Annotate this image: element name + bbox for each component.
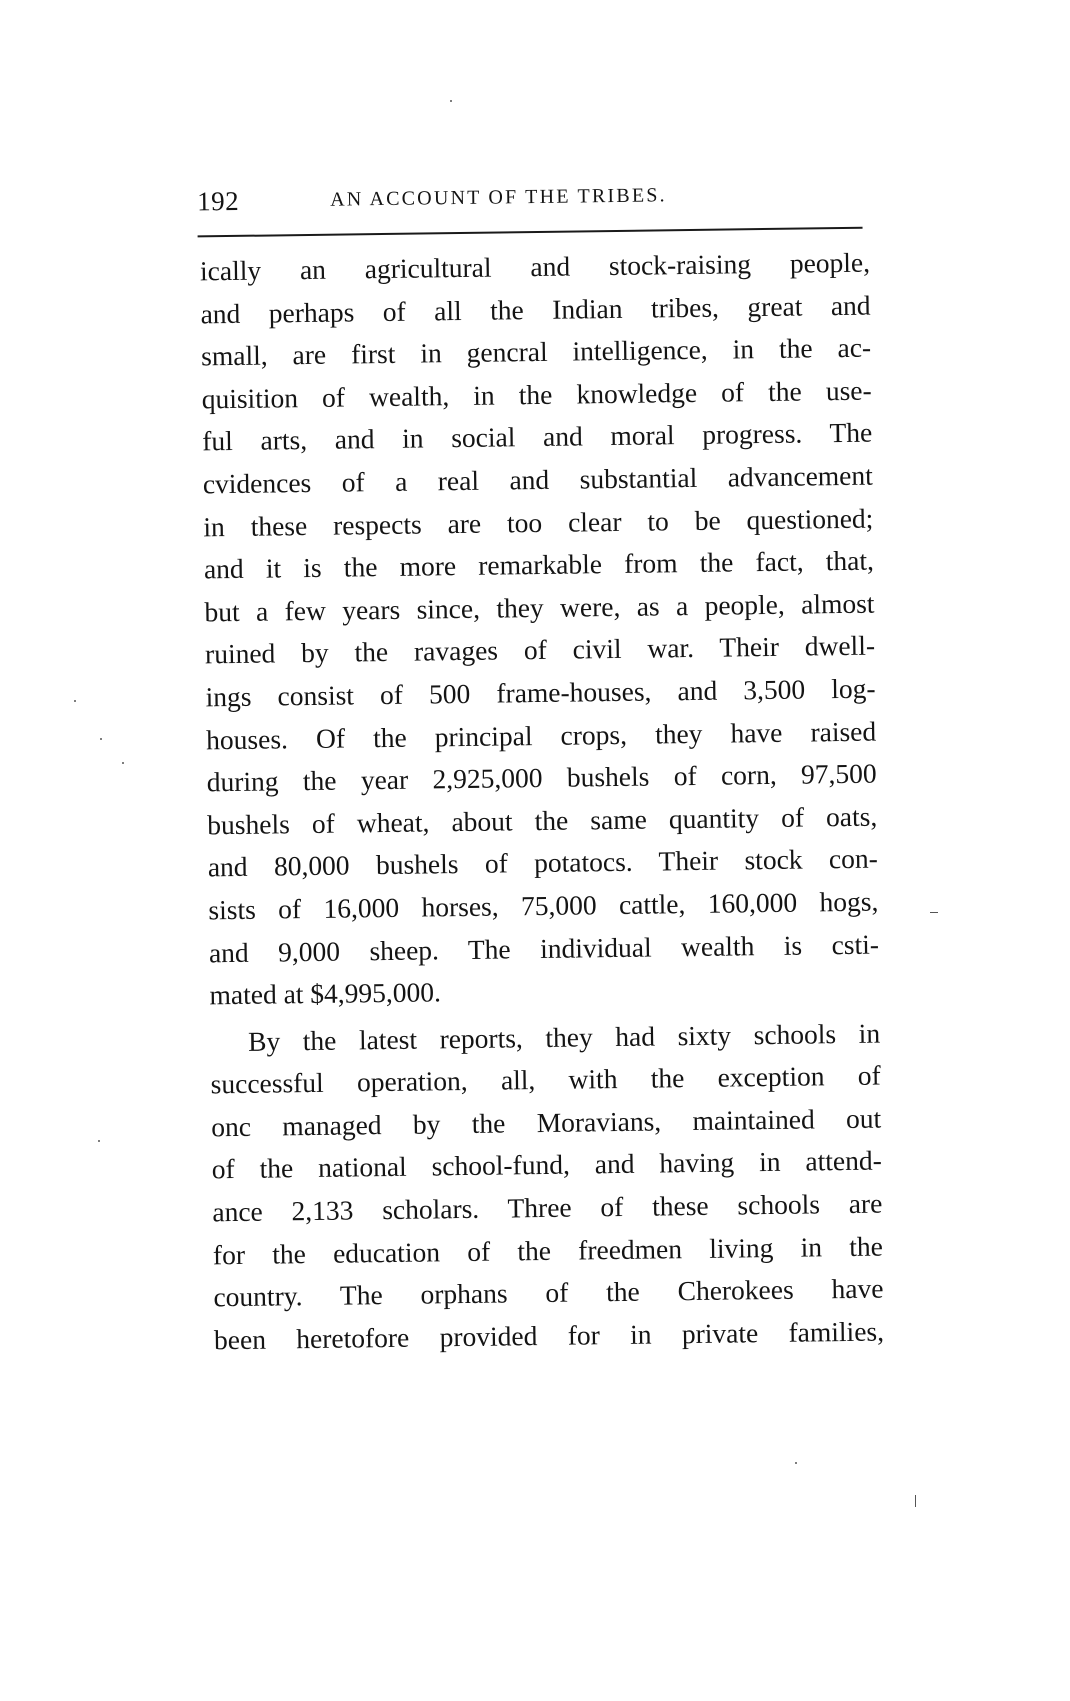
text-line: and it is the more remarkable from the fact, that, — [203, 544, 875, 585]
text-line: small, are first in gencral intelligence, in the ac- — [200, 331, 872, 372]
text-line: and 9,000 sheep. The individual wealth is csti- — [208, 928, 880, 968]
scan-speck — [915, 1495, 916, 1507]
scan-speck — [795, 1462, 797, 1464]
header-rule — [198, 227, 863, 238]
text-line: ically an agricultural and stock-raising people, — [199, 246, 871, 287]
page-number: 192 — [196, 185, 240, 217]
text-line: ruined by the ravages of civil war. Their dwell- — [204, 629, 876, 670]
scan-speck — [450, 100, 452, 102]
text-line: in these respects are too clear to be questioned; — [203, 502, 874, 542]
text-line: cvidences of a real and substantial advancement — [202, 459, 873, 500]
text-line: ful arts, and in social and moral progress. The — [202, 416, 873, 457]
text-line: for the education of the freedmen living in the — [212, 1230, 884, 1270]
text-line: sists of 16,000 horses, 75,000 cattle, 160,000 hogs, — [208, 885, 879, 926]
scan-speck — [98, 1140, 100, 1142]
text-line: bushels of wheat, about the same quantity of oats, — [207, 800, 878, 841]
text-line: of the national school-fund, and having in attend- — [211, 1145, 882, 1185]
scan-speck — [122, 762, 124, 764]
text-line: but a few years since, they were, as a people, almost — [204, 587, 875, 628]
text-line: country. The orphans of the Cherokees have — [213, 1272, 884, 1313]
paragraph-1 — [200, 242, 890, 1018]
text-line: quisition of wealth, in the knowledge of the use- — [201, 374, 872, 415]
text-line: been heretofore provided for in private families, — [213, 1315, 885, 1356]
scan-speck — [74, 700, 76, 702]
text-line: and perhaps of all the Indian tribes, great and — [200, 289, 871, 329]
text-line: during the year 2,925,000 bushels of corn, 97,500 — [206, 757, 877, 798]
text-line: and 80,000 bushels of potatocs. Their stock con- — [207, 842, 878, 883]
text-line: mated at $4,995,000. — [209, 976, 442, 1011]
text-line: ance 2,133 scholars. Three of these schools are — [212, 1187, 883, 1228]
text-line: onc managed by the Moravians, maintained out — [211, 1102, 882, 1143]
text-line: ings consist of 500 frame-houses, and 3,500 log- — [205, 672, 876, 713]
text-line: By the latest reports, they had sixty schools in — [247, 1017, 881, 1057]
body-text — [200, 242, 894, 1362]
scan-speck — [930, 912, 938, 913]
running-head: AN ACCOUNT OF THE TRIBES. — [329, 184, 667, 211]
text-line: houses. Of the principal crops, they have raised — [205, 715, 877, 755]
scan-speck — [100, 738, 102, 740]
text-line: successful operation, all, with the exception of — [210, 1059, 881, 1100]
page-header — [197, 178, 877, 227]
paragraph-2 — [210, 1012, 894, 1362]
